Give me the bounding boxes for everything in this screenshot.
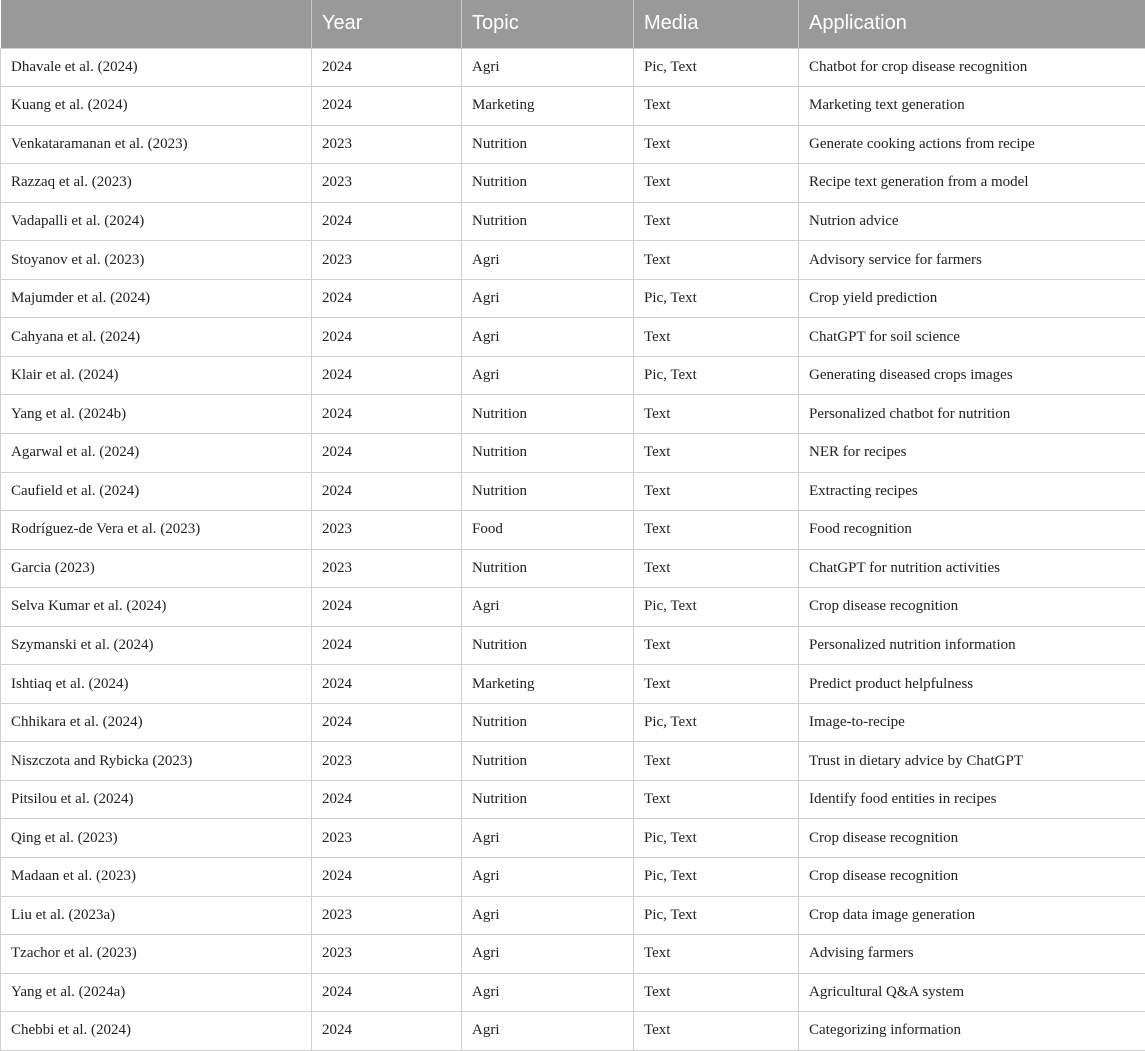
reference-cell: Niszczota and Rybicka (2023) — [1, 742, 312, 781]
topic-cell: Nutrition — [462, 395, 634, 434]
media-cell: Text — [634, 1012, 799, 1051]
topic-cell: Nutrition — [462, 472, 634, 511]
year-cell: 2024 — [312, 703, 462, 742]
media-cell: Text — [634, 87, 799, 126]
media-cell: Text — [634, 433, 799, 472]
topic-cell: Nutrition — [462, 164, 634, 203]
year-cell: 2024 — [312, 973, 462, 1012]
media-cell: Text — [634, 935, 799, 974]
reference-cell: Tzachor et al. (2023) — [1, 935, 312, 974]
reference-cell: Venkataramanan et al. (2023) — [1, 125, 312, 164]
reference-cell: Cahyana et al. (2024) — [1, 318, 312, 357]
topic-cell: Agri — [462, 896, 634, 935]
reference-cell: Kuang et al. (2024) — [1, 87, 312, 126]
reference-cell: Selva Kumar et al. (2024) — [1, 588, 312, 627]
application-cell: ChatGPT for soil science — [799, 318, 1145, 357]
media-cell: Pic, Text — [634, 356, 799, 395]
reference-cell: Agarwal et al. (2024) — [1, 433, 312, 472]
reference-cell: Garcia (2023) — [1, 549, 312, 588]
application-cell: Generating diseased crops images — [799, 356, 1145, 395]
header-reference — [1, 0, 312, 48]
topic-cell: Agri — [462, 588, 634, 627]
table-body — [1, 48, 1145, 1050]
media-cell: Text — [634, 241, 799, 280]
topic-cell: Agri — [462, 935, 634, 974]
application-cell: Advising farmers — [799, 935, 1145, 974]
media-cell: Pic, Text — [634, 279, 799, 318]
year-cell: 2024 — [312, 48, 462, 87]
application-cell: Crop data image generation — [799, 896, 1145, 935]
table-row — [1, 1012, 1145, 1051]
media-cell: Text — [634, 395, 799, 434]
header-application: Application — [799, 0, 1145, 48]
reference-cell: Vadapalli et al. (2024) — [1, 202, 312, 241]
application-cell: Crop disease recognition — [799, 588, 1145, 627]
table-row — [1, 87, 1145, 126]
year-cell: 2024 — [312, 665, 462, 704]
table-row — [1, 433, 1145, 472]
table-row — [1, 549, 1145, 588]
topic-cell: Marketing — [462, 665, 634, 704]
reference-cell: Qing et al. (2023) — [1, 819, 312, 858]
application-cell: Marketing text generation — [799, 87, 1145, 126]
topic-cell: Nutrition — [462, 433, 634, 472]
media-cell: Text — [634, 164, 799, 203]
reference-cell: Chebbi et al. (2024) — [1, 1012, 312, 1051]
reference-cell: Caufield et al. (2024) — [1, 472, 312, 511]
year-cell: 2024 — [312, 857, 462, 896]
application-cell: Categorizing information — [799, 1012, 1145, 1051]
media-cell: Text — [634, 549, 799, 588]
table-row — [1, 164, 1145, 203]
media-cell: Text — [634, 511, 799, 550]
topic-cell: Agri — [462, 279, 634, 318]
reference-cell: Yang et al. (2024b) — [1, 395, 312, 434]
media-cell: Pic, Text — [634, 703, 799, 742]
application-cell: Advisory service for farmers — [799, 241, 1145, 280]
application-cell: NER for recipes — [799, 433, 1145, 472]
reference-cell: Pitsilou et al. (2024) — [1, 780, 312, 819]
topic-cell: Nutrition — [462, 202, 634, 241]
table-row — [1, 279, 1145, 318]
media-cell: Pic, Text — [634, 896, 799, 935]
reference-cell: Ishtiaq et al. (2024) — [1, 665, 312, 704]
table-row — [1, 780, 1145, 819]
year-cell: 2023 — [312, 511, 462, 550]
table-row — [1, 202, 1145, 241]
table-row — [1, 395, 1145, 434]
reference-cell: Klair et al. (2024) — [1, 356, 312, 395]
reference-cell: Chhikara et al. (2024) — [1, 703, 312, 742]
year-cell: 2024 — [312, 780, 462, 819]
media-cell: Pic, Text — [634, 857, 799, 896]
table-row — [1, 356, 1145, 395]
media-cell: Text — [634, 742, 799, 781]
application-cell: Recipe text generation from a model — [799, 164, 1145, 203]
application-cell: Predict product helpfulness — [799, 665, 1145, 704]
media-cell: Pic, Text — [634, 48, 799, 87]
media-cell: Text — [634, 472, 799, 511]
media-cell: Text — [634, 125, 799, 164]
application-cell: ChatGPT for nutrition activities — [799, 549, 1145, 588]
reference-cell: Dhavale et al. (2024) — [1, 48, 312, 87]
header-media: Media — [634, 0, 799, 48]
year-cell: 2024 — [312, 356, 462, 395]
application-cell: Trust in dietary advice by ChatGPT — [799, 742, 1145, 781]
table-row — [1, 742, 1145, 781]
year-cell: 2024 — [312, 318, 462, 357]
table-row — [1, 125, 1145, 164]
topic-cell: Nutrition — [462, 780, 634, 819]
year-cell: 2023 — [312, 164, 462, 203]
media-cell: Text — [634, 202, 799, 241]
topic-cell: Nutrition — [462, 549, 634, 588]
table-row — [1, 318, 1145, 357]
year-cell: 2024 — [312, 626, 462, 665]
topic-cell: Agri — [462, 48, 634, 87]
table-row — [1, 588, 1145, 627]
table-row — [1, 935, 1145, 974]
year-cell: 2024 — [312, 588, 462, 627]
topic-cell: Marketing — [462, 87, 634, 126]
application-cell: Crop yield prediction — [799, 279, 1145, 318]
application-cell: Agricultural Q&A system — [799, 973, 1145, 1012]
topic-cell: Agri — [462, 241, 634, 280]
topic-cell: Nutrition — [462, 742, 634, 781]
table-row — [1, 511, 1145, 550]
table-row — [1, 973, 1145, 1012]
year-cell: 2023 — [312, 819, 462, 858]
topic-cell: Food — [462, 511, 634, 550]
media-cell: Text — [634, 973, 799, 1012]
topic-cell: Agri — [462, 819, 634, 858]
reference-cell: Yang et al. (2024a) — [1, 973, 312, 1012]
header-row — [1, 0, 1145, 48]
topic-cell: Agri — [462, 356, 634, 395]
year-cell: 2024 — [312, 472, 462, 511]
table-row — [1, 819, 1145, 858]
topic-cell: Agri — [462, 973, 634, 1012]
year-cell: 2024 — [312, 1012, 462, 1051]
year-cell: 2024 — [312, 395, 462, 434]
application-cell: Generate cooking actions from recipe — [799, 125, 1145, 164]
media-cell: Text — [634, 780, 799, 819]
reference-cell: Rodríguez-de Vera et al. (2023) — [1, 511, 312, 550]
year-cell: 2023 — [312, 896, 462, 935]
topic-cell: Nutrition — [462, 626, 634, 665]
table-header — [1, 0, 1145, 48]
table-row — [1, 626, 1145, 665]
table-row — [1, 241, 1145, 280]
reference-cell: Stoyanov et al. (2023) — [1, 241, 312, 280]
header-year: Year — [312, 0, 462, 48]
application-cell: Personalized nutrition information — [799, 626, 1145, 665]
year-cell: 2023 — [312, 742, 462, 781]
topic-cell: Agri — [462, 857, 634, 896]
year-cell: 2023 — [312, 935, 462, 974]
topic-cell: Nutrition — [462, 703, 634, 742]
media-cell: Pic, Text — [634, 588, 799, 627]
topic-cell: Nutrition — [462, 125, 634, 164]
reference-cell: Liu et al. (2023a) — [1, 896, 312, 935]
application-cell: Chatbot for crop disease recognition — [799, 48, 1145, 87]
year-cell: 2024 — [312, 279, 462, 318]
application-cell: Personalized chatbot for nutrition — [799, 395, 1145, 434]
application-cell: Extracting recipes — [799, 472, 1145, 511]
reference-cell: Razzaq et al. (2023) — [1, 164, 312, 203]
topic-cell: Agri — [462, 1012, 634, 1051]
reference-cell: Madaan et al. (2023) — [1, 857, 312, 896]
reference-cell: Szymanski et al. (2024) — [1, 626, 312, 665]
table-row — [1, 703, 1145, 742]
application-cell: Food recognition — [799, 511, 1145, 550]
year-cell: 2023 — [312, 125, 462, 164]
year-cell: 2024 — [312, 433, 462, 472]
table-row — [1, 896, 1145, 935]
year-cell: 2024 — [312, 202, 462, 241]
year-cell: 2023 — [312, 549, 462, 588]
application-cell: Nutrion advice — [799, 202, 1145, 241]
media-cell: Text — [634, 318, 799, 357]
application-cell: Image-to-recipe — [799, 703, 1145, 742]
header-topic: Topic — [462, 0, 634, 48]
topic-cell: Agri — [462, 318, 634, 357]
application-cell: Identify food entities in recipes — [799, 780, 1145, 819]
year-cell: 2023 — [312, 241, 462, 280]
reference-cell: Majumder et al. (2024) — [1, 279, 312, 318]
table-row — [1, 48, 1145, 87]
media-cell: Text — [634, 665, 799, 704]
year-cell: 2024 — [312, 87, 462, 126]
media-cell: Pic, Text — [634, 819, 799, 858]
application-cell: Crop disease recognition — [799, 819, 1145, 858]
table-row — [1, 665, 1145, 704]
table-row — [1, 472, 1145, 511]
media-cell: Text — [634, 626, 799, 665]
table-row — [1, 857, 1145, 896]
application-cell: Crop disease recognition — [799, 857, 1145, 896]
